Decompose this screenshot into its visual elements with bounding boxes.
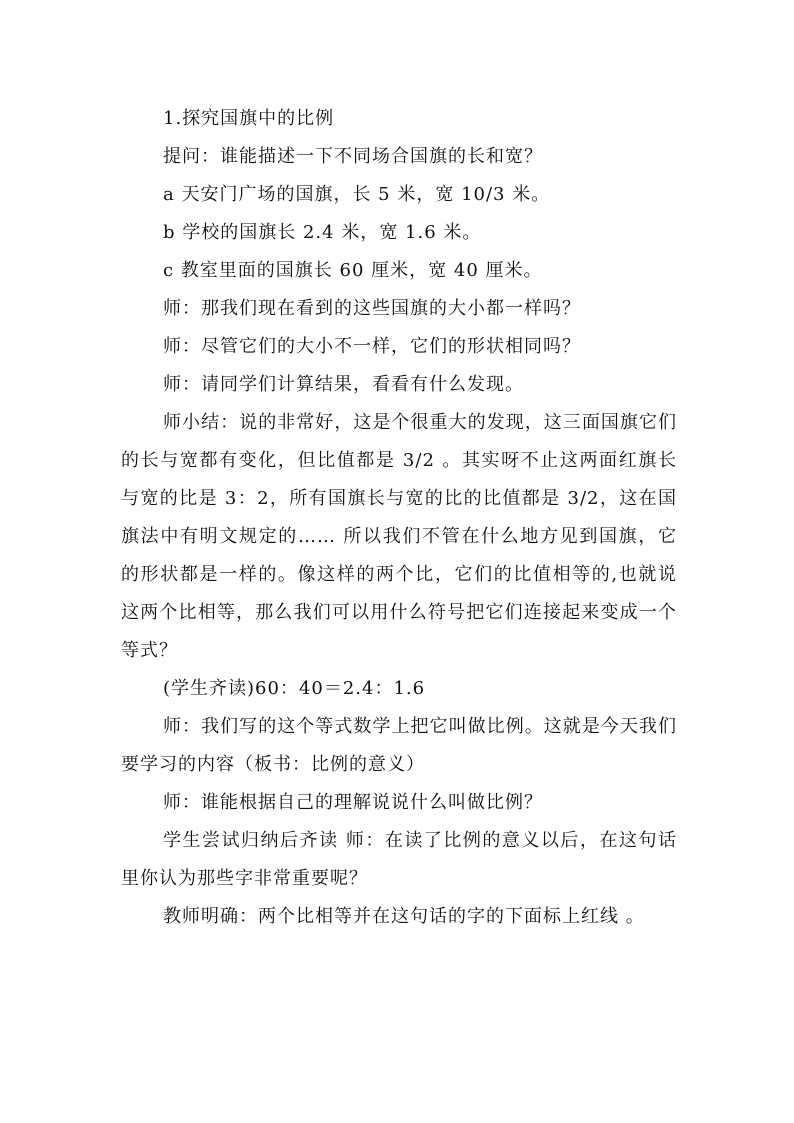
paragraph-flag-c: c 教室里面的国旗长 60 厘米，宽 40 厘米。 (163, 260, 543, 281)
paragraph-teacher-4: 师：谁能根据自己的理解说说什么叫做比例？ (163, 792, 543, 813)
paragraph-teacher-3: 师：请同学们计算结果，看看有什么发现。 (163, 374, 524, 395)
paragraph-teacher-1: 师：那我们现在看到的这些国旗的大小都一样吗？ (163, 298, 581, 319)
paragraph-definition: 师：我们写的这个等式数学上把它叫做比例。这就是今天我们要学习的内容（板书：比例的意义） (121, 716, 677, 775)
paragraph-question: 提问：谁能描述一下不同场合国旗的长和宽？ (163, 146, 543, 167)
paragraph-flag-b: b 学校的国旗长 2.4 米，宽 1.6 米。 (163, 222, 482, 243)
paragraph-equation: (学生齐读)60：40＝2.4：1.6 (163, 678, 426, 699)
paragraph-students: 学生尝试归纳后齐读 师：在读了比例的意义以后，在这句话里你认为那些字非常重要呢？ (121, 830, 677, 889)
document-body (121, 100, 677, 936)
paragraph-flag-a: a 天安门广场的国旗，长 5 米，宽 10/3 米。 (163, 184, 551, 205)
paragraph-teacher-2: 师：尽管它们的大小不一样，它们的形状相同吗？ (163, 336, 581, 357)
paragraph-summary: 师小结：说的非常好，这是个很重大的发现，这三面国旗它们的长与宽都有变化，但比值都是 3/2 。其实呀不止这两面红旗长与宽的比是 3：2，所有国旗长与宽的比的比值都是 3/2，这在国旗法中有明文规定的…… 所以我们不管在什么地方见到国旗，它的形状都是一样的。像这样的两个比，它们的比值相等的,也就说这两个比相等，那么我们可以用什么符号把它们连接起来变成一个等式？ (121, 412, 677, 661)
paragraph-teacher-5: 教师明确：两个比相等并在这句话的字的下面标上红线 。 (163, 906, 645, 927)
section-heading: 1.探究国旗中的比例 (163, 108, 335, 129)
